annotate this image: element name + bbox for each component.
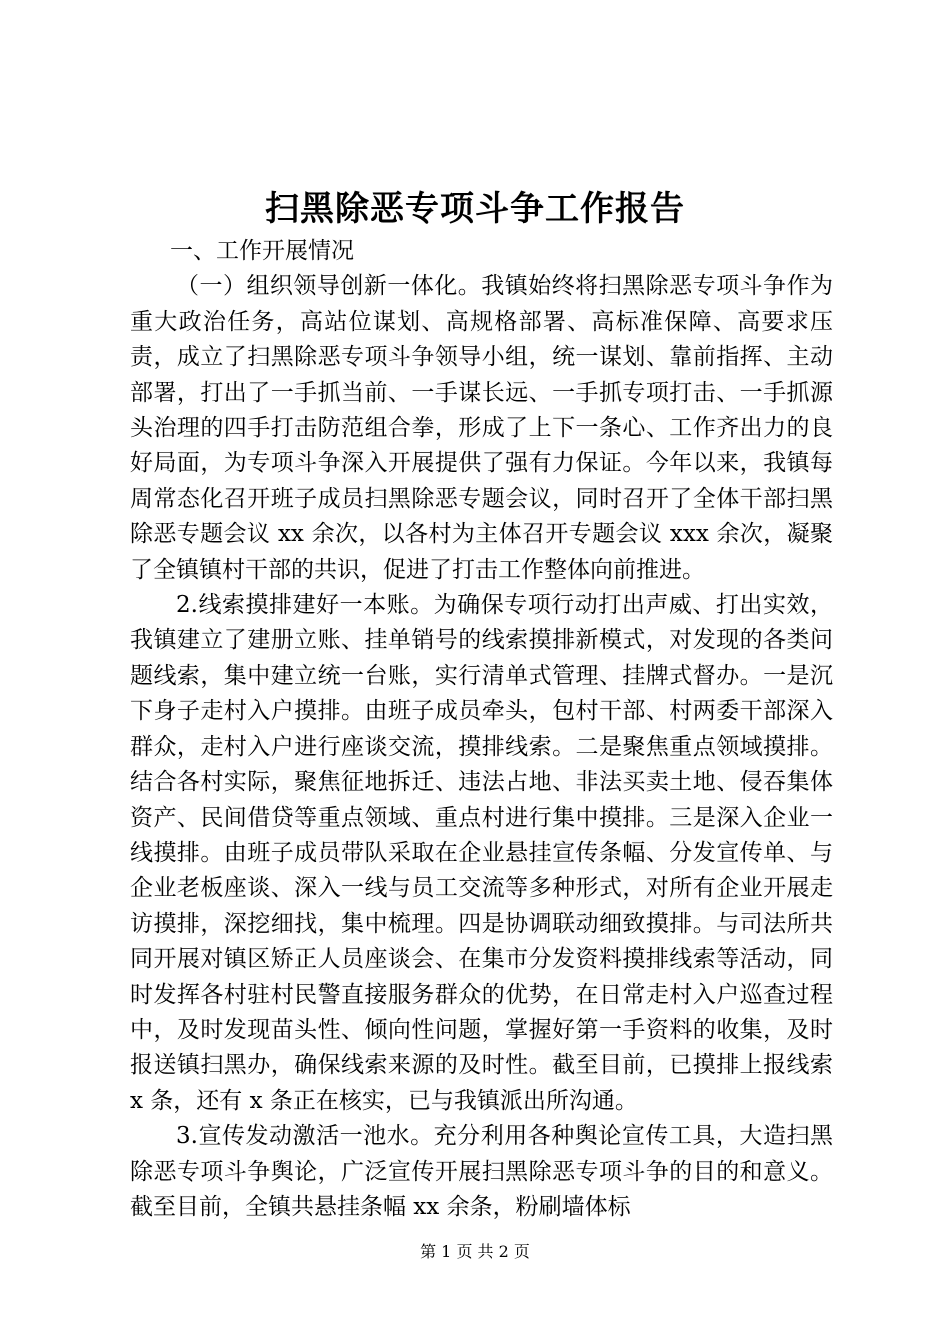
page-footer: 第 1 页 共 2 页 <box>420 1242 530 1261</box>
paragraph-publicity: 3.宣传发动激活一池水。充分利用各种舆论宣传工具，大造扫黑除恶专项斗争舆论，广泛宣传开展扫黑除恶专项斗争的目的和意义。截至目前，全镇共悬挂条幅 xx 余条，粉刷墙体标 <box>130 1123 833 1220</box>
document-title: 扫黑除恶专项斗争工作报告 <box>265 189 685 229</box>
section-heading: 一、工作开展情况 <box>170 238 354 264</box>
document-body <box>130 234 833 1225</box>
paragraph-organization: （一）组织领导创新一体化。我镇始终将扫黑除恶专项斗争作为重大政治任务，高站位谋划、高规格部署、高标准保障、高要求压责，成立了扫黑除恶专项斗争领导小组，统一谋划、靠前指挥、主动部署，打出了一手抓当前、一手谋长远、一手抓专项打击、一手抓源头治理的四手打击防范组合拳，形成了上下一条心、工作齐出力的良好局面，为专项斗争深入开展提供了强有力保证。今年以来，我镇每周常态化召开班子成员扫黑除恶专题会议，同时召开了全体干部扫黑除恶专题会议 xx 余次，以各村为主体召开专题会议 xxx 余次，凝聚了全镇镇村干部的共识，促进了打击工作整体向前推进。 <box>130 273 833 583</box>
paragraph-clue-investigation: 2.线索摸排建好一本账。为确保专项行动打出声威、打出实效，我镇建立了建册立账、挂单销号的线索摸排新模式，对发现的各类问题线索，集中建立统一台账，实行清单式管理、挂牌式督办。一是沉下身子走村入户摸排。由班子成员牵头，包村干部、村两委干部深入群众，走村入户进行座谈交流，摸排线索。二是聚焦重点领域摸排。结合各村实际，聚焦征地拆迁、违法占地、非法买卖土地、侵吞集体资产、民间借贷等重点领域、重点村进行集中摸排。三是深入企业一线摸排。由班子成员带队采取在企业悬挂宣传条幅、分发宣传单、与企业老板座谈、深入一线与员工交流等多种形式，对所有企业开展走访摸排，深挖细找，集中梳理。四是协调联动细致摸排。与司法所共同开展对镇区矫正人员座谈会、在集市分发资料摸排线索等活动，同时发挥各村驻村民警直接服务群众的优势，在日常走村入户巡查过程中，及时发现苗头性、倾向性问题，掌握好第一手资料的收集，及时报送镇扫黑办，确保线索来源的及时性。截至目前，已摸排上报线索 x 条，还有 x 条正在核实，已与我镇派出所沟通。 <box>130 592 833 1114</box>
